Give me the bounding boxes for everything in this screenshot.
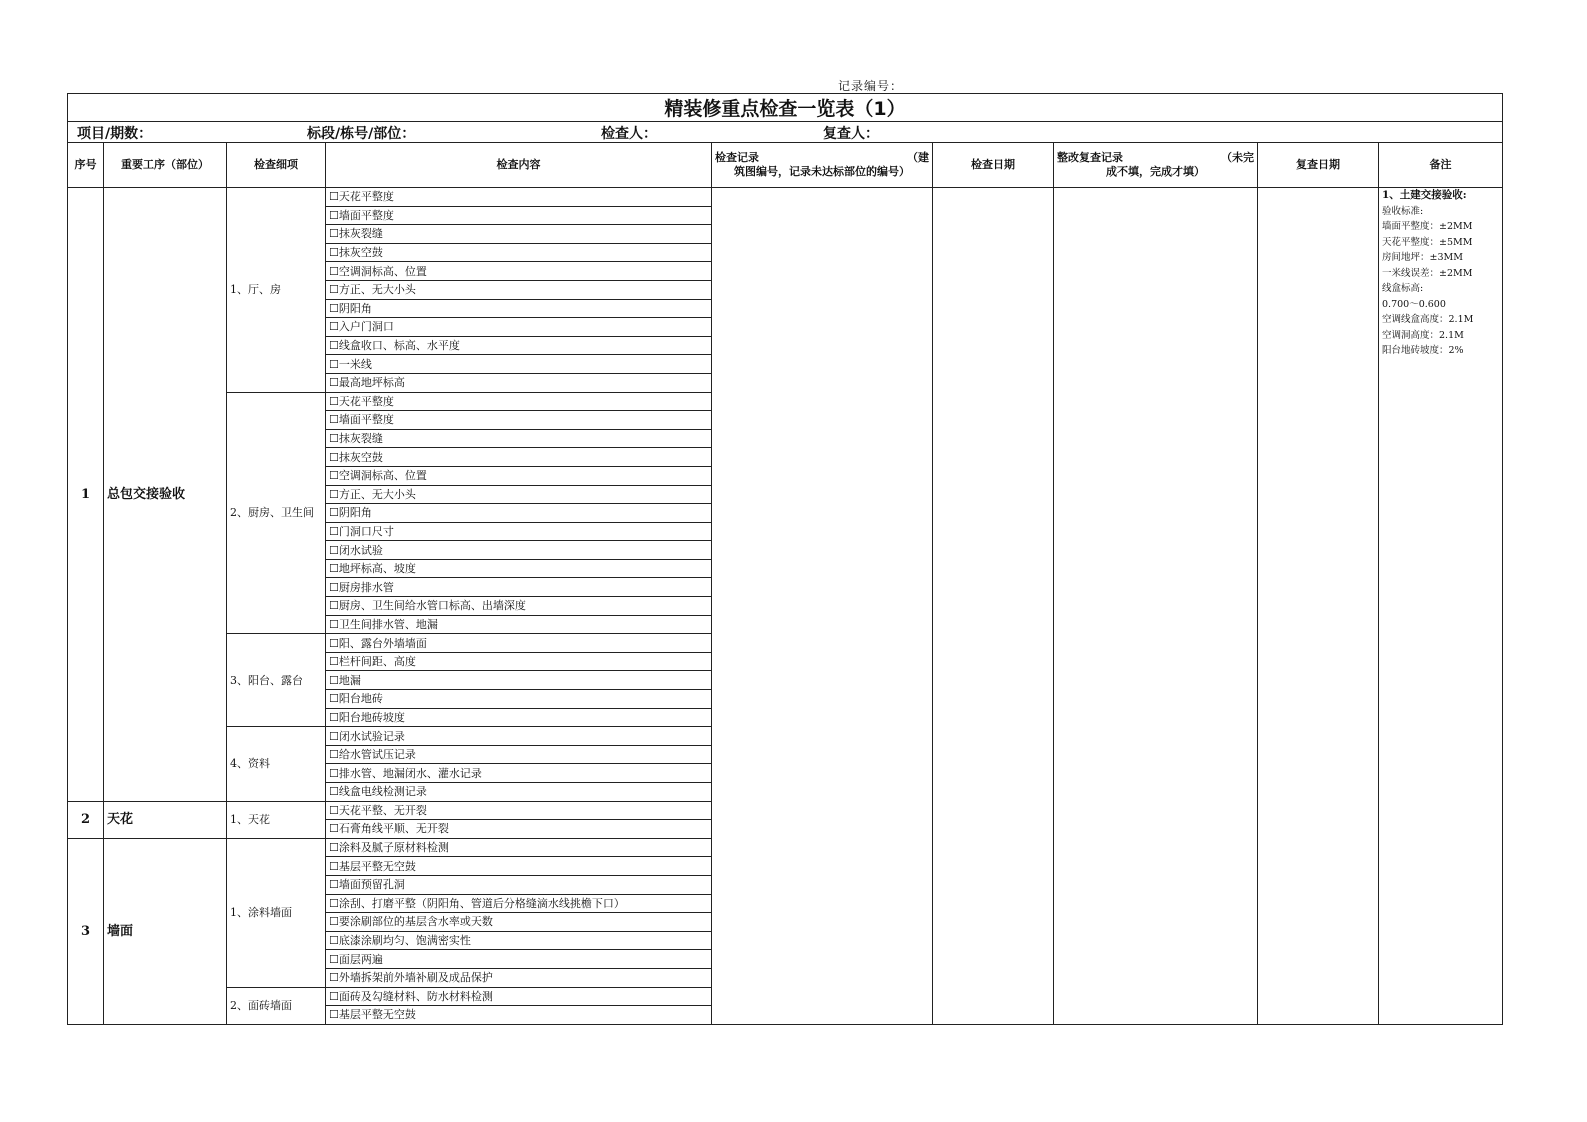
header-notes: 备注 — [1379, 143, 1503, 188]
content-text: 阴阳角 — [338, 506, 372, 520]
notes-heading: 1、土建交接验收: — [1382, 189, 1467, 201]
notes-line: 一米线误差：±2MM — [1382, 267, 1473, 279]
notes-cell — [1379, 188, 1503, 1025]
content-cell — [326, 243, 712, 262]
content-text: 排水管、地漏闭水、灌水记录 — [338, 766, 482, 780]
notes-line: 房间地坪：±3MM — [1382, 252, 1463, 263]
checkbox-icon[interactable]: ☐ — [329, 376, 339, 390]
content-cell — [326, 504, 712, 523]
checkbox-icon[interactable]: ☐ — [329, 599, 339, 613]
content-text: 抹灰空鼓 — [338, 450, 383, 464]
table-row — [68, 188, 1503, 207]
checkbox-icon[interactable]: ☐ — [329, 729, 339, 743]
content-cell — [326, 466, 712, 485]
content-text: 抹灰裂缝 — [338, 227, 383, 241]
checkbox-icon[interactable]: ☐ — [329, 952, 339, 966]
process-cell: 墙面 — [104, 838, 227, 1024]
checkbox-icon[interactable]: ☐ — [329, 394, 339, 408]
content-cell — [326, 987, 712, 1006]
content-text: 天花平整、无开裂 — [338, 803, 427, 817]
content-cell — [326, 690, 712, 709]
checkbox-icon[interactable]: ☐ — [329, 822, 339, 836]
content-text: 厨房、卫生间给水管口标高、出墙深度 — [338, 599, 526, 613]
content-text: 闭水试验 — [338, 543, 383, 557]
content-cell — [326, 188, 712, 207]
content-cell — [326, 615, 712, 634]
content-text: 空调洞标高、位置 — [338, 469, 427, 483]
content-cell — [326, 336, 712, 355]
content-cell — [326, 820, 712, 839]
checkbox-icon[interactable]: ☐ — [329, 524, 339, 538]
checkbox-icon[interactable]: ☐ — [329, 989, 339, 1003]
content-cell — [326, 671, 712, 690]
content-cell — [326, 708, 712, 727]
header-review-date: 复查日期 — [1258, 143, 1379, 188]
content-text: 地漏 — [338, 673, 361, 687]
checkbox-icon[interactable]: ☐ — [329, 246, 339, 260]
header-record — [712, 143, 933, 188]
notes-line: 0.700～0.600 — [1382, 298, 1446, 310]
checkbox-icon[interactable]: ☐ — [329, 469, 339, 483]
checkbox-icon[interactable]: ☐ — [329, 506, 339, 520]
detail-cell: 1、天花 — [227, 801, 326, 838]
detail-cell: 1、涂料墙面 — [227, 838, 326, 987]
content-cell — [326, 225, 712, 244]
notes-line: 阳台地砖坡度：2% — [1382, 345, 1464, 356]
content-cell — [326, 429, 712, 448]
content-text: 天花平整度 — [338, 394, 394, 408]
header-record-a: 检查记录 — [715, 151, 759, 164]
content-text: 线盒电线检测记录 — [338, 785, 427, 799]
content-cell — [326, 597, 712, 616]
checkbox-icon[interactable]: ☐ — [329, 915, 339, 929]
content-cell — [326, 931, 712, 950]
checkbox-icon[interactable]: ☐ — [329, 432, 339, 446]
content-text: 入户门洞口 — [338, 320, 394, 334]
seq-cell: 3 — [68, 838, 104, 1024]
content-text: 基层平整无空鼓 — [338, 1008, 416, 1022]
content-text: 闭水试验记录 — [338, 729, 405, 743]
content-cell — [326, 578, 712, 597]
content-cell — [326, 559, 712, 578]
content-text: 给水管试压记录 — [338, 748, 416, 762]
content-text: 栏杆间距、高度 — [338, 655, 416, 669]
content-cell — [326, 299, 712, 318]
content-cell — [326, 206, 712, 225]
content-text: 阳台地砖 — [338, 692, 383, 706]
content-text: 涂料及腻子原材料检测 — [338, 841, 449, 855]
checkbox-icon[interactable]: ☐ — [329, 264, 339, 278]
content-cell — [326, 764, 712, 783]
content-text: 卫生间排水管、地漏 — [338, 617, 438, 631]
record-number-label: 记录编号： — [838, 79, 904, 93]
record-cell[interactable] — [712, 188, 933, 1025]
content-text: 阳、露台外墙墙面 — [338, 636, 427, 650]
checkbox-icon[interactable]: ☐ — [329, 617, 339, 631]
checkbox-icon[interactable]: ☐ — [329, 803, 339, 817]
content-cell — [326, 801, 712, 820]
content-text: 抹灰空鼓 — [338, 246, 383, 260]
content-cell — [326, 634, 712, 653]
content-text: 涂刮、打磨平整（阴阳角、管道后分格缝滴水线挑檐下口） — [338, 896, 625, 910]
content-text: 门洞口尺寸 — [338, 524, 394, 538]
content-text: 墙面平整度 — [338, 208, 394, 222]
content-text: 方正、无大小头 — [338, 283, 416, 297]
content-text: 一米线 — [338, 357, 372, 371]
checkbox-icon[interactable]: ☐ — [329, 655, 339, 669]
detail-cell: 2、面砖墙面 — [227, 987, 326, 1024]
checkbox-icon[interactable]: ☐ — [329, 878, 339, 892]
content-cell — [326, 913, 712, 932]
content-text: 最高地坪标高 — [338, 376, 405, 390]
content-cell — [326, 875, 712, 894]
content-cell — [326, 652, 712, 671]
content-text: 天花平整度 — [338, 190, 394, 204]
checkbox-icon[interactable]: ☐ — [329, 190, 339, 204]
section-label: 标段/栋号/部位： — [307, 126, 416, 142]
checkbox-icon[interactable]: ☐ — [329, 208, 339, 222]
checkbox-icon[interactable]: ☐ — [329, 934, 339, 948]
checkbox-icon[interactable]: ☐ — [329, 283, 339, 297]
content-cell — [326, 745, 712, 764]
content-cell — [326, 485, 712, 504]
notes-line: 墙面平整度：±2MM — [1382, 221, 1473, 232]
notes-line: 验收标准: — [1382, 205, 1424, 217]
content-cell — [326, 411, 712, 430]
process-cell: 天花 — [104, 801, 227, 838]
content-text: 线盒收口、标高、水平度 — [338, 339, 460, 353]
checkbox-icon[interactable]: ☐ — [329, 580, 339, 594]
content-text: 外墙拆架前外墙补刷及成品保护 — [338, 971, 493, 985]
rectify-cell[interactable] — [1054, 188, 1258, 1025]
detail-cell: 3、阳台、露台 — [227, 634, 326, 727]
content-cell — [326, 392, 712, 411]
header-rectify-b: （未完 — [1221, 151, 1254, 164]
header-rectify-a: 整改复查记录 — [1057, 151, 1123, 164]
checkbox-icon[interactable]: ☐ — [329, 487, 339, 501]
checkbox-icon[interactable]: ☐ — [329, 766, 339, 780]
content-text: 方正、无大小头 — [338, 487, 416, 501]
notes-line: 天花平整度：±5MM — [1382, 236, 1473, 248]
seq-cell: 1 — [68, 188, 104, 802]
review-date-cell[interactable] — [1258, 188, 1379, 1025]
header-date: 检查日期 — [933, 143, 1054, 188]
content-cell — [326, 968, 712, 987]
content-text: 要涂刷部位的基层含水率或天数 — [338, 915, 493, 929]
checkbox-icon[interactable]: ☐ — [329, 339, 339, 353]
header-record-c: 筑图编号，记录未达标部位的编号） — [734, 165, 910, 178]
content-cell — [326, 1006, 712, 1025]
checkbox-icon[interactable]: ☐ — [329, 357, 339, 371]
header-rectify — [1054, 143, 1258, 188]
notes-line: 线盒标高: — [1382, 283, 1424, 294]
detail-cell: 1、厅、房 — [227, 188, 326, 393]
checkbox-icon[interactable]: ☐ — [329, 971, 339, 985]
header-content: 检查内容 — [326, 143, 712, 188]
date-cell[interactable] — [933, 188, 1054, 1025]
checkbox-icon[interactable]: ☐ — [329, 450, 339, 464]
header-detail: 检查细项 — [227, 143, 326, 188]
checkbox-icon[interactable]: ☐ — [329, 692, 339, 706]
info-row — [68, 122, 1503, 143]
content-text: 墙面平整度 — [338, 413, 394, 427]
content-cell — [326, 950, 712, 969]
notes-line: 空调洞高度：2.1M — [1382, 329, 1464, 341]
content-cell — [326, 522, 712, 541]
checkbox-icon[interactable]: ☐ — [329, 1008, 339, 1022]
content-cell — [326, 838, 712, 857]
seq-cell: 2 — [68, 801, 104, 838]
content-cell — [326, 448, 712, 467]
content-text: 阴阳角 — [338, 301, 372, 315]
checkbox-icon[interactable]: ☐ — [329, 543, 339, 557]
process-cell: 总包交接验收 — [104, 188, 227, 802]
content-cell — [326, 355, 712, 374]
header-rectify-c: 成不填，完成才填） — [1106, 165, 1205, 178]
header-record-b: （建 — [907, 151, 929, 164]
content-cell — [326, 318, 712, 337]
checkbox-icon[interactable]: ☐ — [329, 636, 339, 650]
content-text: 地坪标高、坡度 — [338, 562, 416, 576]
sheet-title: 精装修重点检查一览表（1） — [68, 94, 1503, 122]
checkbox-icon[interactable]: ☐ — [329, 413, 339, 427]
checkbox-icon[interactable]: ☐ — [329, 562, 339, 576]
content-text: 空调洞标高、位置 — [338, 264, 427, 278]
detail-cell: 2、厨房、卫生间 — [227, 392, 326, 634]
checkbox-icon[interactable]: ☐ — [329, 673, 339, 687]
notes-line: 空调线盒高度：2.1M — [1382, 314, 1474, 325]
content-text: 阳台地砖坡度 — [338, 710, 405, 724]
header-seq: 序号 — [68, 143, 104, 188]
checkbox-icon[interactable]: ☐ — [329, 896, 339, 910]
content-cell — [326, 541, 712, 560]
content-text: 底漆涂刷均匀、饱满密实性 — [338, 934, 471, 948]
content-text: 石膏角线平顺、无开裂 — [338, 822, 449, 836]
content-cell — [326, 857, 712, 876]
detail-cell: 4、资料 — [227, 727, 326, 801]
checkbox-icon[interactable]: ☐ — [329, 785, 339, 799]
content-cell — [326, 262, 712, 281]
content-text: 墙面预留孔洞 — [338, 878, 405, 892]
checkbox-icon[interactable]: ☐ — [329, 710, 339, 724]
checkbox-icon[interactable]: ☐ — [329, 320, 339, 334]
header-row — [68, 143, 1503, 188]
header-process: 重要工序（部位） — [104, 143, 227, 188]
checkbox-icon[interactable]: ☐ — [329, 859, 339, 873]
checkbox-icon[interactable]: ☐ — [329, 227, 339, 241]
content-cell — [326, 373, 712, 392]
content-text: 面层两遍 — [338, 952, 383, 966]
checkbox-icon[interactable]: ☐ — [329, 841, 339, 855]
content-text: 面砖及勾缝材料、防水材料检测 — [338, 989, 493, 1003]
content-cell — [326, 783, 712, 802]
project-label: 项目/期数： — [77, 126, 153, 142]
content-cell — [326, 894, 712, 913]
content-text: 厨房排水管 — [338, 580, 394, 594]
content-text: 基层平整无空鼓 — [338, 859, 416, 873]
content-cell — [326, 280, 712, 299]
inspector-label: 检查人： — [601, 126, 657, 142]
checkbox-icon[interactable]: ☐ — [329, 301, 339, 315]
content-text: 抹灰裂缝 — [338, 432, 383, 446]
content-cell — [326, 727, 712, 746]
checkbox-icon[interactable]: ☐ — [329, 748, 339, 762]
reviewer-label: 复查人： — [823, 126, 879, 142]
inspection-table — [67, 93, 1503, 1025]
